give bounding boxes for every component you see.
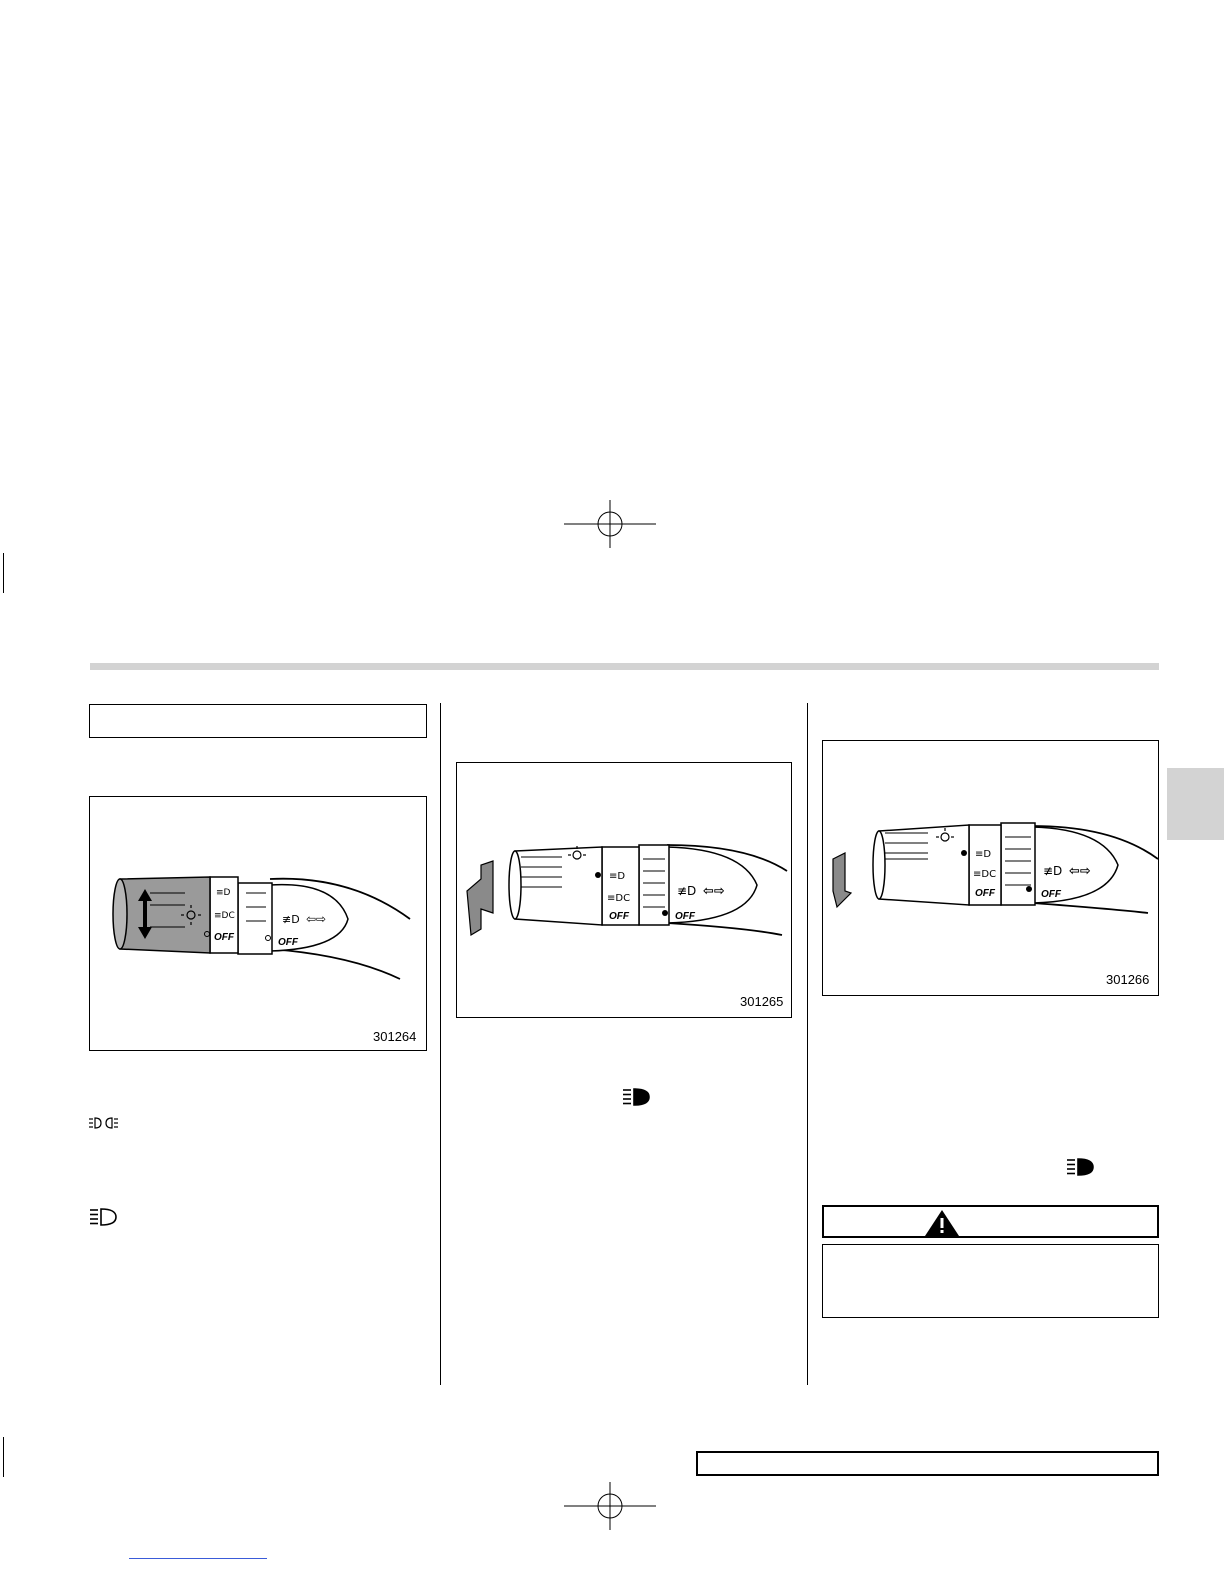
stalk-off-label-3b: OFF bbox=[1041, 889, 1061, 900]
svg-text:⇦⇨: ⇦⇨ bbox=[703, 884, 725, 899]
svg-text:⇦⇨: ⇦⇨ bbox=[306, 912, 327, 926]
stalk-off-label-2b: OFF bbox=[675, 911, 695, 922]
svg-text:≢D: ≢D bbox=[677, 884, 697, 898]
warning-header-box bbox=[822, 1205, 1159, 1238]
figure-id-301265: 301265 bbox=[740, 994, 784, 1009]
figure-id-301264: 301264 bbox=[373, 1029, 417, 1044]
stalk-illustration-1 bbox=[90, 797, 428, 1052]
header-rule-bar bbox=[90, 663, 1159, 670]
stalk-off-label-3: OFF bbox=[975, 888, 995, 899]
column-divider-1 bbox=[440, 703, 441, 1385]
svg-text:≢D: ≢D bbox=[282, 913, 300, 926]
chapter-side-tab bbox=[1167, 768, 1224, 840]
section-title-box bbox=[89, 704, 427, 738]
stalk-illustration-3 bbox=[823, 741, 1160, 997]
figure-stalk-pull-back bbox=[822, 740, 1159, 996]
figure-stalk-push-forward bbox=[456, 762, 792, 1018]
svg-text:⇦⇨: ⇦⇨ bbox=[1069, 864, 1091, 879]
high-beam-headlight-icon-outline bbox=[89, 1207, 119, 1227]
svg-text:≡D: ≡D bbox=[975, 849, 992, 860]
stalk-illustration-2 bbox=[457, 763, 793, 1019]
svg-text:≡DC: ≡DC bbox=[214, 911, 235, 921]
stalk-off-label-2: OFF bbox=[609, 911, 629, 922]
stalk-off-label-1b: OFF bbox=[278, 937, 298, 948]
crop-mark-left-bottom bbox=[3, 1437, 4, 1477]
crop-mark-bottom bbox=[560, 1482, 660, 1532]
high-beam-headlight-icon-col3 bbox=[1066, 1157, 1096, 1177]
figure-id-301266: 301266 bbox=[1106, 972, 1150, 987]
footer-link-underline bbox=[129, 1558, 267, 1559]
high-beam-headlight-icon bbox=[622, 1087, 652, 1107]
low-beam-headlight-icon bbox=[88, 1116, 120, 1130]
svg-text:≡D: ≡D bbox=[216, 888, 231, 898]
crop-mark-left-top bbox=[3, 553, 4, 593]
svg-text:≡DC: ≡DC bbox=[607, 893, 631, 904]
column-divider-2 bbox=[807, 703, 808, 1385]
crop-mark-top bbox=[560, 500, 660, 550]
stalk-off-label-1: OFF bbox=[214, 932, 234, 943]
figure-headlight-switch-rotate bbox=[89, 796, 427, 1051]
svg-text:≢D: ≢D bbox=[1043, 864, 1063, 878]
warning-triangle-icon bbox=[924, 1209, 960, 1237]
svg-text:≡DC: ≡DC bbox=[973, 869, 997, 880]
warning-body-box bbox=[822, 1244, 1159, 1318]
footer-box bbox=[696, 1451, 1159, 1476]
svg-text:≡D: ≡D bbox=[609, 871, 626, 882]
